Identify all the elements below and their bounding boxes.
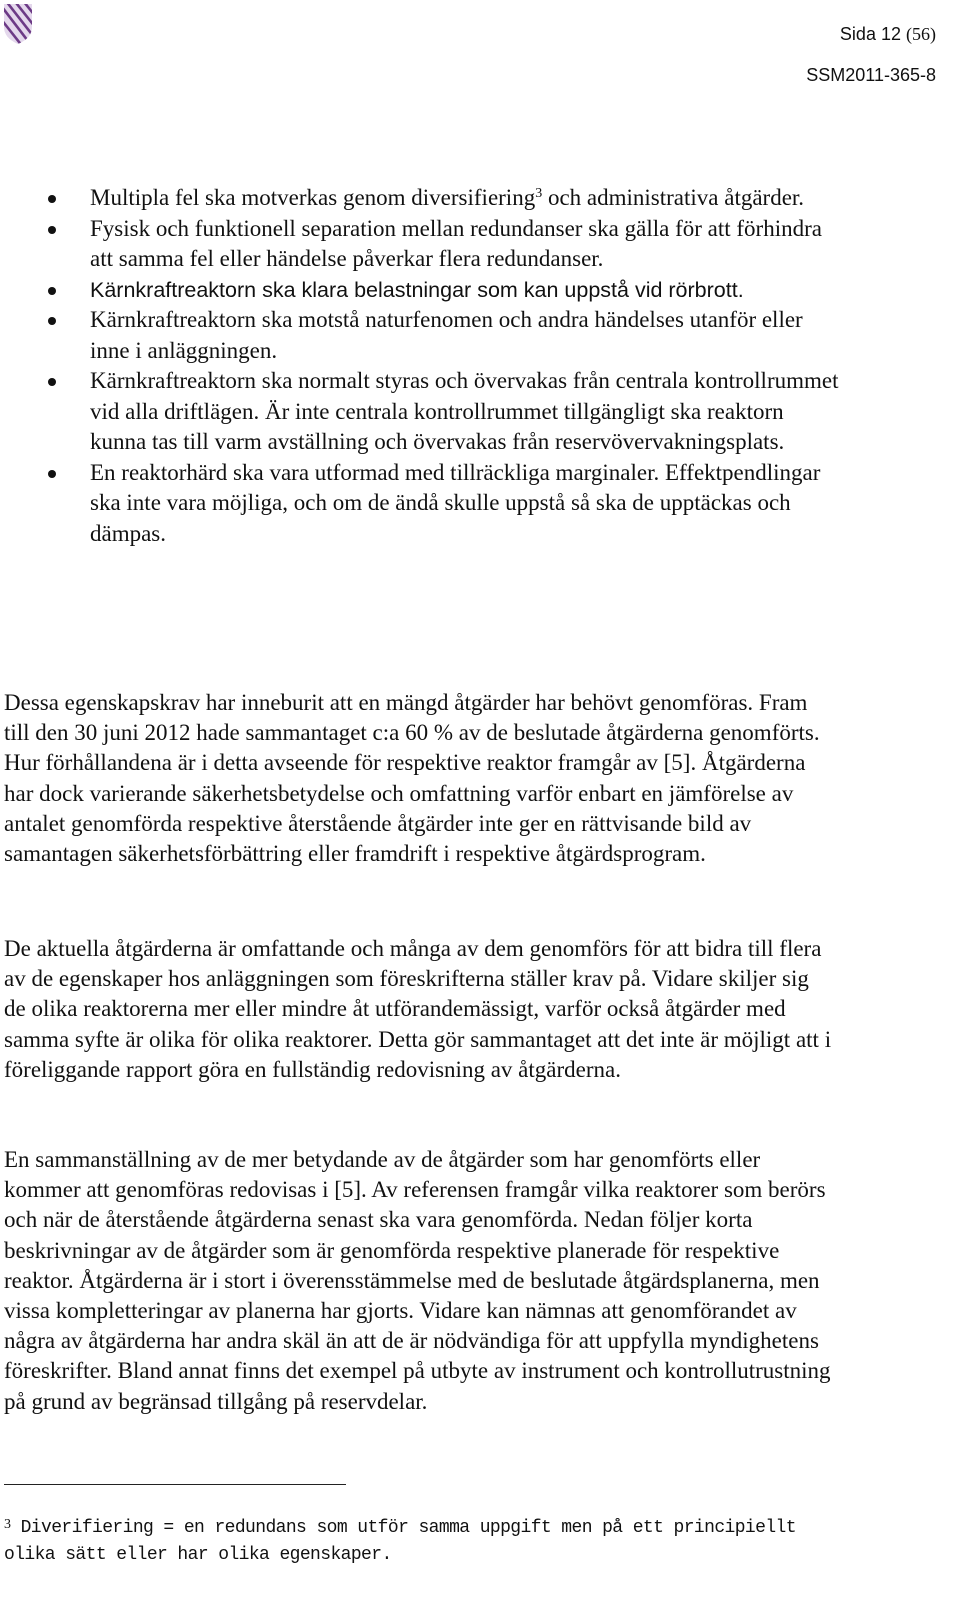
page-total: (56): [906, 24, 936, 44]
list-item: [0, 183, 840, 214]
footnote: [4, 1515, 834, 1569]
list-item: Kärnkraftreaktorn ska normalt styras och övervakas från centrala kontrollrummet vid alla driftlägen. Är inte centrala kontrollrummet tillgängligt ska reaktorn kunna tas till varm avställning och övervakas från reservövervakningsplats.: [0, 366, 840, 458]
footnote-reference[interactable]: 3: [535, 186, 543, 201]
list-item: Kärnkraftreaktorn ska klara belastningar som kan uppstå vid rörbrott.: [0, 275, 840, 306]
list-item-text: Multipla fel ska motverkas genom diversifiering: [90, 185, 536, 210]
footnote-divider: [4, 1484, 346, 1485]
body-paragraph: Dessa egenskapskrav har inneburit att en mängd åtgärder har behövt genomföras. Fram till den 30 juni 2012 hade sammantaget c:a 60 % av de beslutade åtgärderna genomförts. Hur förhållandena är i detta avseende för respektive reaktor framgår av [5]. Åtgärderna har dock varierande säkerhetsbetydelse och omfattning varför enbart en jämförelse av antalet genomförda respektive återstående åtgärder inte ger en rättvisande bild av samantagen säkerhetsförbättring eller framdrift i respektive åtgärdsprogram.: [4, 690, 820, 867]
list-item-text: och administrativa åtgärder.: [542, 185, 805, 210]
list-item: En reaktorhärd ska vara utformad med tillräckliga marginaler. Effektpendlingar ska inte vara möjliga, och om de ändå skulle uppstå så ska de upptäckas och dämpas.: [0, 458, 840, 550]
page-number: [840, 24, 936, 45]
ssm-logo-icon: [3, 3, 33, 45]
requirements-list: [0, 183, 840, 549]
list-item: Fysisk och funktionell separation mellan redundanser ska gälla för att förhindra att samma fel eller händelse påverkar flera redundanser.: [0, 214, 840, 275]
body-paragraph: En sammanställning av de mer betydande av de åtgärder som har genomförts eller kommer att genomföras redovisas i [5]. Av referensen framgår vilka reaktorer som berörs och när de återstående åtgärderna senast ska vara genomförda. Nedan följer korta beskrivningar av de åtgärder som är genomförda respektive planerade för respektive reaktor. Åtgärderna är i stort i överensstämmelse med de beslutade åtgärdsplanerna, men vissa kompletteringar av planerna har gjorts. Vidare kan nämnas att genomförandet av några av åtgärderna har andra skäl än att de är nödvändiga för att uppfylla myndighetens föreskrifter. Bland annat finns det exempel på utbyte av instrument och kontrollutrustning på grund av begränsad tillgång på reservdelar.: [4, 1147, 831, 1414]
document-reference: SSM2011-365-8: [806, 65, 936, 85]
footnote-mark: 3: [4, 1517, 11, 1532]
list-item: Kärnkraftreaktorn ska motstå naturfenomen och andra händelses utanför eller inne i anläggningen.: [0, 305, 840, 366]
footnote-text: Diverifiering = en redundans som utför samma uppgift men på ett principiellt olika sätt eller har olika egenskaper.: [4, 1518, 796, 1565]
page-label: Sida 12: [839, 24, 901, 44]
body-paragraph: De aktuella åtgärderna är omfattande och många av dem genomförs för att bidra till flera av de egenskaper hos anläggningen som föreskrifterna ställer krav på. Vidare skiljer sig de olika reaktorerna mer eller mindre åt utförandemässigt, varför också åtgärder med samma syfte är olika för olika reaktorer. Detta gör sammantaget att det inte är möjligt att i föreliggande rapport göra en fullständig redovisning av åtgärderna.: [4, 936, 832, 1082]
